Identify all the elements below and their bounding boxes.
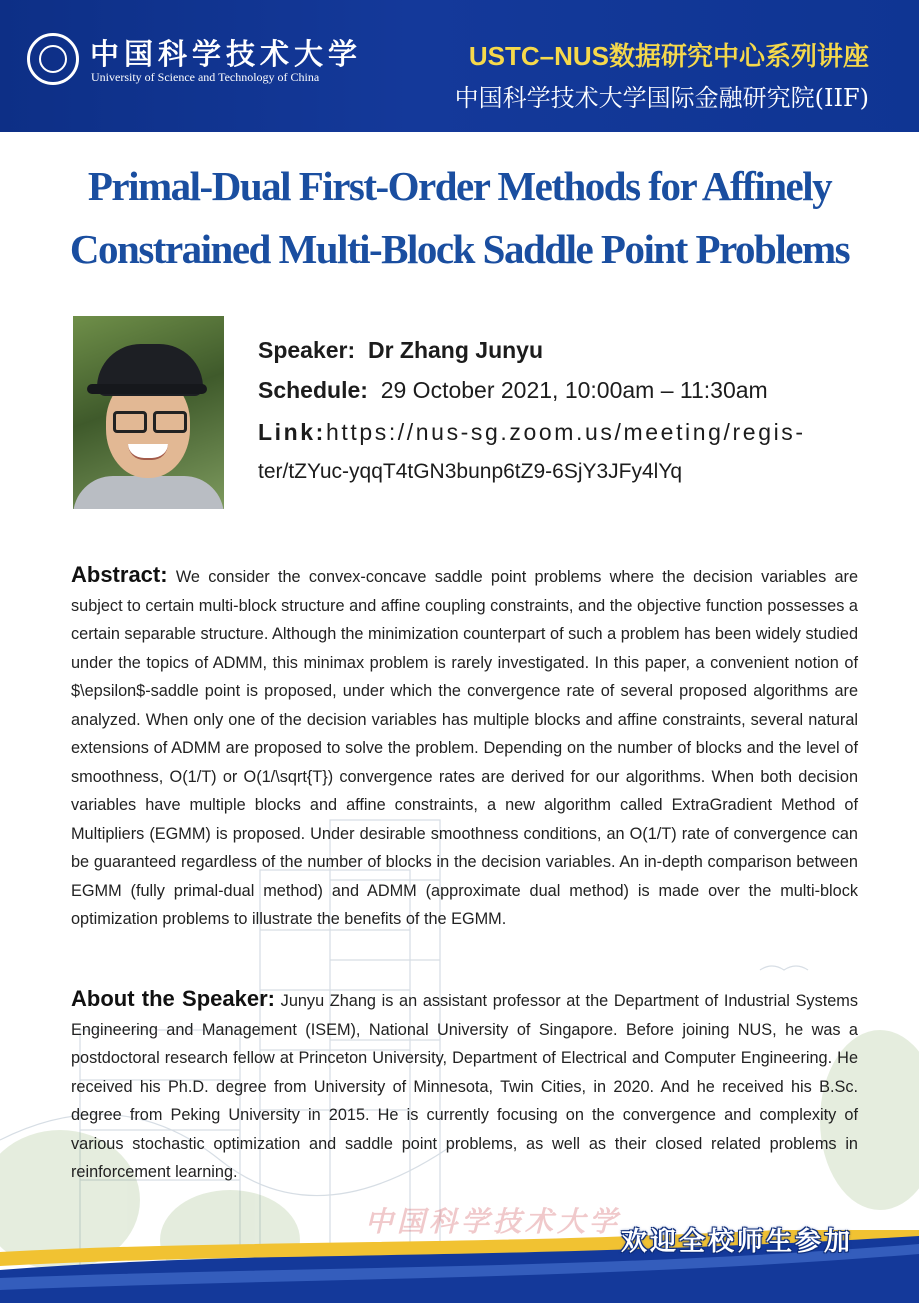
link-label: Link: — [258, 419, 326, 445]
schedule-value: 29 October 2021, 10:00am – 11:30am — [380, 377, 768, 403]
schedule-label: Schedule: — [258, 377, 368, 403]
abstract-label: Abstract: — [71, 562, 168, 587]
welcome-text: 欢迎全校师生参加 — [620, 1227, 853, 1257]
talk-title-line2: Constrained Multi-Block Saddle Point Problems — [69, 226, 850, 272]
link-line — [258, 419, 806, 446]
university-name-cn: 中国科学技术大学 — [90, 37, 363, 71]
about-speaker-text: Junyu Zhang is an assistant professor at the Department of Industrial Systems Engineering and Management (ISEM), National University of Singapore. Before joining NUS, he was a postdoctoral research fellow at Princeton University, Department of Electrical and Computer Engineering. He received his Ph.D. degree from University of Minnesota, Twin Cities, in 2020. And he received his B.Sc. degree from Peking University in 2015. He is currently focusing on the convergence and complexity of various stochastic optimization and saddle point problems, as well as their closed related problems in reinforcement learning. — [71, 992, 858, 1181]
university-seal-icon — [27, 33, 79, 85]
link-line-continued[interactable]: ter/tZYuc-yqqT4tGN3bunp6tZ9-6SjY3JFy4lYq — [258, 460, 683, 483]
speaker-line — [258, 337, 543, 364]
about-speaker-label: About the Speaker: — [71, 986, 275, 1011]
header-banner — [0, 0, 919, 132]
registration-link[interactable]: https://nus-sg.zoom.us/meeting/regis- — [325, 419, 806, 445]
speaker-photo — [73, 316, 224, 509]
speaker-name: Dr Zhang Junyu — [367, 337, 544, 363]
abstract-section — [71, 561, 858, 934]
speaker-label: Speaker: — [258, 337, 356, 363]
lecture-series: USTC–NUS数据研究中心系列讲座 — [468, 41, 869, 71]
schedule-line — [258, 377, 768, 404]
university-name-en: University of Science and Technology of China — [91, 70, 320, 84]
footer-watermark: 中国科学技术大学 — [365, 1205, 622, 1238]
institute-name: 中国科学技术大学国际金融研究院(IIF) — [454, 84, 869, 112]
abstract-text: We consider the convex-concave saddle point problems where the decision variables are subject to certain multi-block structure and affine coupling constraints, and the objective function possesses a certain separable structure. Although the minimization counterpart of such a problem has been widely studied under the topics of ADMM, this minimax problem is rarely investigated. In this paper, a convenient notion of $\epsilon$-saddle point is proposed, under which the convergence rate of several proposed algorithms are analyzed. When only one of the decision variables has multiple blocks and affine constraints, several natural extensions of ADMM are proposed to solve the problem. Depending on the number of blocks and the level of smoothness, O(1/T) or O(1/\sqrt{T}) convergence rates are derived for our algorithms. When both decision variables have multiple blocks and affine constraints, a new algorithm called ExtraGradient Method of Multipliers (EGMM) is proposed. Under desirable smoothness conditions, an O(1/T) rate of convergence can be guaranteed regardless of the number of blocks in the decision variables. An in-depth comparison between EGMM (fully primal-dual method) and ADMM (approximate dual method) is made over the multi-block optimization problems to illustrate the benefits of the EGMM. — [71, 568, 859, 928]
about-speaker-section — [71, 985, 858, 1187]
talk-title-line1: Primal-Dual First-Order Methods for Affinely — [87, 163, 832, 209]
